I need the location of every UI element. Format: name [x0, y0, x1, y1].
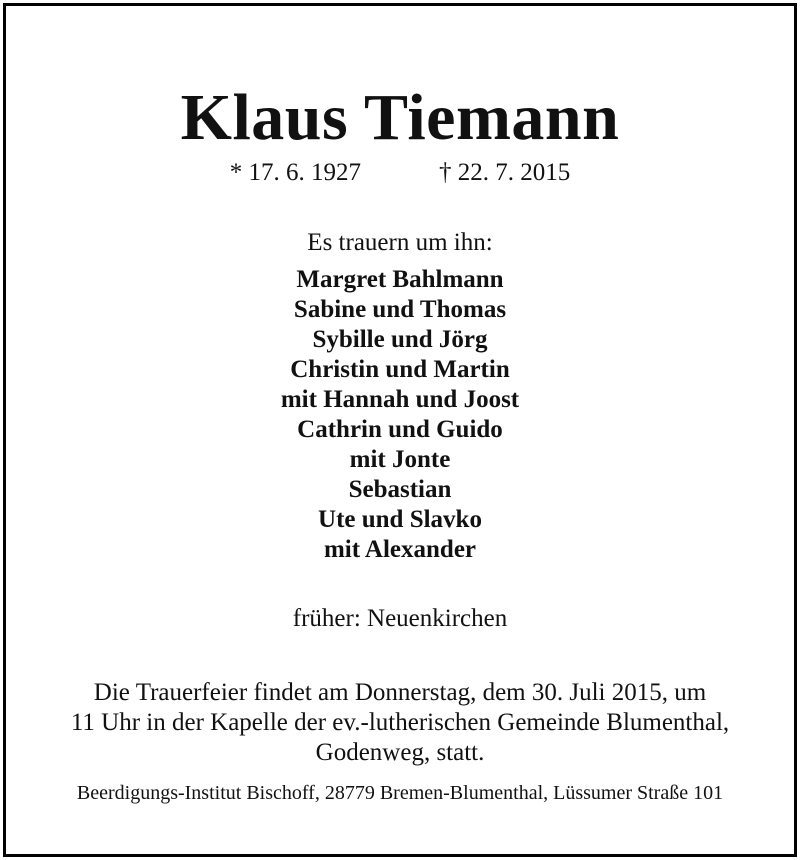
- mourner-name: Christin und Martin: [290, 356, 510, 383]
- ceremony-line: 11 Uhr in der Kapelle der ev.-lutherischen Gemeinde Blumenthal,: [70, 709, 730, 736]
- mourner-name: Margret Bahlmann: [296, 266, 504, 293]
- ceremony-line: Godenweg, statt.: [315, 739, 485, 766]
- birth-date: * 17. 6. 1927: [229, 159, 361, 186]
- funeral-home: Beerdigungs-Institut Bischoff, 28779 Bremen-Blumenthal, Lüssumer Straße 101: [76, 782, 724, 804]
- mourner-name: Sybille und Jörg: [312, 326, 488, 353]
- deceased-name: Klaus Tiemann: [180, 81, 620, 154]
- mourner-name: Sebastian: [348, 476, 452, 503]
- mourners-intro: Es trauern um ihn:: [307, 229, 493, 256]
- obituary-notice: [3, 3, 797, 857]
- mourner-name: mit Hannah und Joost: [280, 386, 520, 413]
- mourner-name: mit Alexander: [323, 536, 477, 563]
- mourners-list: [6, 265, 794, 565]
- ceremony-line: Die Trauerfeier findet am Donnerstag, dem 30. Juli 2015, um: [93, 679, 707, 706]
- ceremony-details: [6, 678, 794, 768]
- mourner-name: mit Jonte: [349, 446, 451, 473]
- death-date: † 22. 7. 2015: [439, 159, 571, 186]
- mourner-name: Cathrin und Guido: [297, 416, 503, 443]
- mourner-name: Ute und Slavko: [318, 506, 482, 533]
- life-dates: [6, 158, 794, 188]
- mourner-name: Sabine und Thomas: [293, 296, 507, 323]
- former-residence: früher: Neuenkirchen: [292, 605, 508, 632]
